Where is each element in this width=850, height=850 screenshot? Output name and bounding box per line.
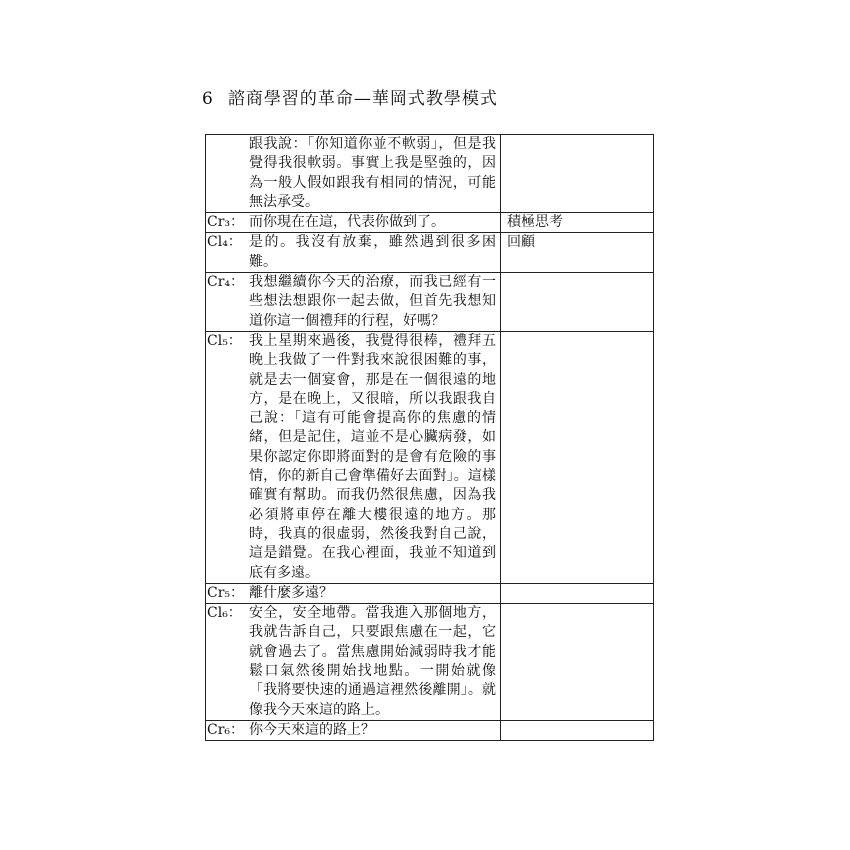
utterance-cell <box>206 273 501 332</box>
speaker-label: Cl₄： <box>207 234 242 251</box>
note-cell: 積極思考 <box>501 213 654 233</box>
utterance-text: 安全，安全地帶。當我進入那個地方，我就告訴自己，只要跟焦慮在一起，它就會過去了。當焦慮開始減弱時我才能鬆口氣然後開始找地點。一開始就像「我將要快速的通過這裡然後離開」。就像我今天來這的路上。 <box>249 605 496 718</box>
table-row <box>206 213 654 233</box>
utterance-cell <box>206 233 501 273</box>
speaker-label: Cr₃： <box>207 214 245 231</box>
utterance-text: 我想繼續你今天的治療，而我已經有一些想法想跟你一起去做，但首先我想知道你這一個禮拜的行程，好嗎？ <box>249 274 496 329</box>
utterance-cell <box>206 604 501 721</box>
dialogue-table <box>205 134 654 741</box>
table-row <box>206 720 654 740</box>
utterance-cell <box>206 720 501 740</box>
speaker-label: Cl₅： <box>207 332 242 349</box>
speaker-label: Cr₄： <box>207 274 245 291</box>
utterance-cell <box>206 213 501 233</box>
note-cell <box>501 135 654 213</box>
speaker-label: Cr₆： <box>207 721 245 738</box>
utterance-cell <box>206 583 501 603</box>
page-number: 6 <box>202 89 214 109</box>
utterance-text: 我上星期來過後，我覺得很棒，禮拜五晚上我做了一件對我來說很困難的事，就是去一個宴會，那是在一個很遠的地方，是在晚上，又很暗，所以我跟我自己說：「這有可能會提高你的焦慮的情緒，但是記住，這並不是心臟病發，如果你認定你即將面對的是會有危險的事情，你的新自己會準備好去面對」。這樣確實有幫助。而我仍然很焦慮，因為我必須將車停在離大樓很遠的地方。那時，我真的很虛弱，然後我對自己說，這是錯覺。在我心裡面，我並不知道到底有多遠。 <box>249 332 496 581</box>
note-cell <box>501 331 654 583</box>
note-cell <box>501 604 654 721</box>
utterance-text: 離什麼多遠？ <box>249 584 333 601</box>
table-row <box>206 604 654 721</box>
table-row <box>206 331 654 583</box>
utterance-cell <box>206 135 501 213</box>
note-cell <box>501 273 654 332</box>
table-row <box>206 583 654 603</box>
table-row <box>206 135 654 213</box>
note-cell <box>501 583 654 603</box>
page-header <box>202 84 498 109</box>
speaker-label: Cl₆： <box>207 605 242 622</box>
table-row <box>206 233 654 273</box>
table-row <box>206 273 654 332</box>
utterance-text: 你今天來這的路上？ <box>249 721 375 738</box>
utterance-text: 而你現在在這，代表你做到了。 <box>249 214 445 231</box>
utterance-text: 是的。我沒有放棄，雖然遇到很多困難。 <box>249 234 496 270</box>
utterance-cell <box>206 331 501 583</box>
book-title: 諮商學習的革命—華岡式教學模式 <box>227 89 498 109</box>
note-cell <box>501 720 654 740</box>
note-cell: 回顧 <box>501 233 654 273</box>
speaker-label: Cr₅： <box>207 584 245 601</box>
utterance-text: 跟我說：「你知道你並不軟弱」，但是我覺得我很軟弱。事實上我是堅強的，因為一般人假如跟我有相同的情況，可能無法承受。 <box>249 136 496 210</box>
